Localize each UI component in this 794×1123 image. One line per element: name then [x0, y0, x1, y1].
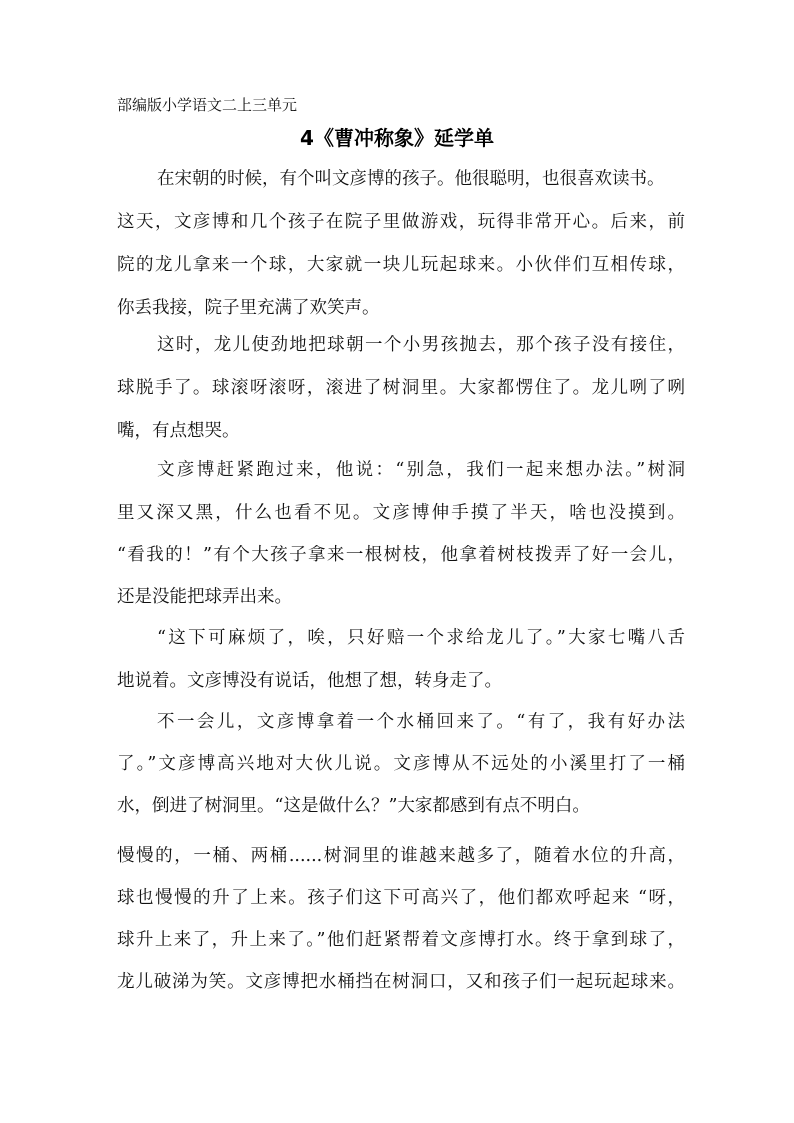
story-line: 这天，文彦博和几个孩子在院子里做游戏，玩得非常开心。后来，前	[117, 212, 685, 232]
story-line: 里又深又黑，什么也看不见。文彦博伸手摸了半天，啥也没摸到。	[117, 503, 685, 523]
story-line: 龙儿破涕为笑。文彦博把水桶挡在树洞口，又和孩子们一起玩起球来。	[117, 972, 685, 992]
story-line: “看我的！”有个大孩子拿来一根树枝，他拿着树枝拨弄了好一会儿，	[117, 545, 685, 565]
story-line: 这时，龙儿使劲地把球朝一个小男孩抛去，那个孩子没有接住，	[157, 335, 685, 355]
story-line: 球也慢慢的升了上来。孩子们这下可高兴了，他们都欢呼起来 “呀，	[117, 888, 685, 908]
story-line: 了。”文彦博高兴地对大伙儿说。文彦博从不远处的小溪里打了一桶	[117, 754, 685, 774]
story-line: 还是没能把球弄出来。	[117, 587, 292, 607]
story-line: 嘴，有点想哭。	[117, 421, 240, 441]
story-line: 院的龙儿拿来一个球，大家就一块儿玩起球来。小伙伴们互相传球，	[117, 255, 685, 275]
story-line: 水，倒进了树洞里。“这是做什么？”大家都感到有点不明白。	[117, 796, 590, 816]
story-line: 地说着。文彦博没有说话，他想了想，转身走了。	[117, 671, 502, 691]
story-line: 不一会儿，文彦博拿着一个水桶回来了。“有了，我有好办法	[157, 712, 685, 732]
story-line: 球升上来了，升上来了。”他们赶紧帮着文彦博打水。终于拿到球了，	[117, 930, 685, 950]
story-line: 球脱手了。球滚呀滚呀，滚进了树洞里。大家都愣住了。龙儿咧了咧	[117, 378, 685, 398]
unit-subtitle: 部编版小学语文二上三单元	[117, 96, 298, 114]
page-title: 4《曹冲称象》延学单	[300, 126, 494, 150]
story-line: 你丢我接，院子里充满了欢笑声。	[117, 298, 380, 318]
story-line: 文彦博赶紧跑过来，他说：“别急，我们一起来想办法。”树洞	[157, 460, 685, 480]
story-line: 在宋朝的时候，有个叫文彦博的孩子。他很聪明，也很喜欢读书。	[157, 169, 665, 189]
story-line: 慢慢的，一桶、两桶......树洞里的谁越来越多了，随着水位的升高，	[117, 846, 685, 866]
story-line: “这下可麻烦了，唉，只好赔一个求给龙儿了。”大家七嘴八舌	[157, 628, 685, 648]
